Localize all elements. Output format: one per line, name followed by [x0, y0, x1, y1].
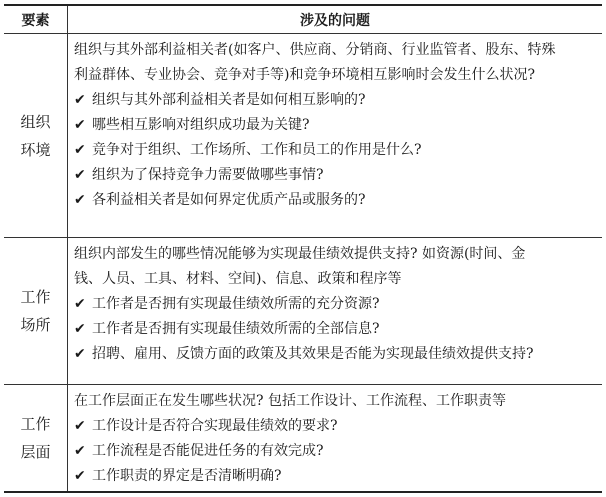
section-key-line: 环境: [20, 140, 51, 159]
check-icon: ✔: [74, 443, 86, 459]
item-text: 工作者是否拥有实现最佳绩效所需的全部信息?: [92, 321, 380, 337]
check-icon: ✔: [74, 92, 86, 108]
check-icon: ✔: [74, 117, 86, 133]
section-key-line: 层面: [20, 443, 51, 461]
section-key-line: 工作: [20, 288, 51, 306]
intro-line: 组织内部发生的哪些情况能够为实现最佳绩效提供支持? 如资源(时间、金: [74, 246, 526, 262]
check-icon: ✔: [74, 296, 86, 312]
list-item: [74, 292, 598, 317]
section-key: [4, 238, 68, 384]
list-item: [74, 188, 598, 213]
intro-line: 在工作层面正在发生哪些状况? 包括工作设计、工作流程、工作职责等: [74, 393, 506, 409]
intro-line: 利益群体、专业协会、竞争对手等)和竞争环境相互影响时会发生什么状况?: [74, 67, 535, 83]
section-workplace: [4, 238, 602, 385]
list-item: [74, 163, 598, 188]
check-icon: ✔: [74, 468, 86, 484]
list-item: [74, 414, 598, 439]
list-item: [74, 439, 598, 464]
item-text: 工作者是否拥有实现最佳绩效所需的充分资源?: [92, 296, 380, 312]
intro-line: 组织与其外部利益相关者(如客户、供应商、分销商、行业监管者、股东、特殊: [74, 42, 556, 58]
section-key: [4, 385, 68, 491]
section-organization-environment: [4, 34, 602, 238]
check-icon: ✔: [74, 142, 86, 158]
section-intro: [74, 38, 598, 88]
header-element: 要素: [4, 6, 68, 33]
section-body: [74, 242, 598, 367]
section-key-line: 场所: [20, 316, 51, 334]
header-questions: 涉及的问题: [300, 12, 370, 29]
item-text: 招聘、雇用、反馈方面的政策及其效果是否能为实现最佳绩效提供支持?: [92, 346, 534, 362]
section-work-level: [4, 385, 602, 491]
intro-line: 钱、人员、工具、材料、空间)、信息、政策和程序等: [74, 271, 402, 287]
item-text: 工作流程是否能促进任务的有效完成?: [92, 443, 324, 459]
check-icon: ✔: [74, 346, 86, 362]
item-text: 工作职责的界定是否清晰明确?: [92, 468, 282, 484]
list-item: [74, 88, 598, 113]
section-key-line: 组织: [20, 112, 51, 131]
list-item: [74, 317, 598, 342]
table-header: [4, 6, 602, 34]
section-intro: [74, 242, 598, 292]
section-key-line: 工作: [20, 415, 51, 433]
list-item: [74, 113, 598, 138]
list-item: [74, 342, 598, 367]
performance-analysis-table: [4, 4, 602, 493]
check-icon: ✔: [74, 418, 86, 434]
item-text: 组织与其外部利益相关者是如何相互影响的?: [92, 92, 366, 108]
section-body: [74, 389, 598, 489]
check-icon: ✔: [74, 321, 86, 337]
check-icon: ✔: [74, 192, 86, 208]
item-text: 竞争对于组织、工作场所、工作和员工的作用是什么?: [92, 142, 422, 158]
section-intro: [74, 389, 598, 414]
item-text: 组织为了保持竞争力需要做哪些事情?: [92, 167, 324, 183]
item-text: 工作设计是否符合实现最佳绩效的要求?: [92, 418, 338, 434]
list-item: [74, 464, 598, 489]
check-icon: ✔: [74, 167, 86, 183]
list-item: [74, 138, 598, 163]
section-body: [74, 38, 598, 213]
item-text: 各利益相关者是如何界定优质产品或服务的?: [92, 192, 366, 208]
section-key: [4, 34, 68, 237]
item-text: 哪些相互影响对组织成功最为关键?: [92, 117, 310, 133]
